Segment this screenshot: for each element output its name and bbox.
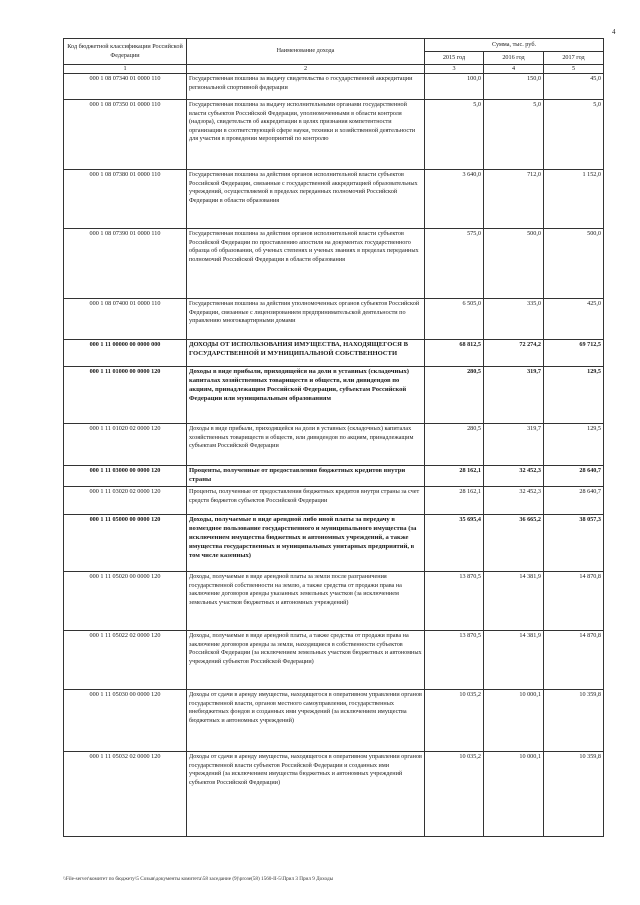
revenue-name: Доходы в виде прибыли, приходящейся на доли в уставных (складочных) капиталах хозяйственных товариществ и обществ, или дивидендов по акциям, принадлежащим Российской Федерации, субъектам Российской Федерации или муниципальным образованиям bbox=[187, 367, 425, 424]
amount-2017: 10 359,8 bbox=[544, 690, 604, 752]
amount-2015: 28 162,1 bbox=[425, 466, 484, 487]
sum-column-header: Сумма, тыс. руб. bbox=[425, 39, 604, 52]
amount-2017: 28 640,7 bbox=[544, 487, 604, 515]
code-column-header: Код бюджетной классификации Российской Федерации bbox=[64, 39, 187, 65]
table-row bbox=[64, 572, 604, 631]
revenue-name: ДОХОДЫ ОТ ИСПОЛЬЗОВАНИЯ ИМУЩЕСТВА, НАХОДЯЩЕГОСЯ В ГОСУДАРСТВЕННОЙ И МУНИЦИПАЛЬНОЙ СОБСТВЕННОСТИ bbox=[187, 340, 425, 367]
amount-2015: 13 870,5 bbox=[425, 631, 484, 690]
revenue-name: Государственная пошлина за выдачу исполнительными органами государственной власти субъектов Российской Федерации, уполномоченными в области контроля (надзора), свидетельств об аккредитации в целях признания компетентности организации в соответствующей сфере науки, техники и хозяйственной деятельности для участия в проведении мероприятий по контролю bbox=[187, 100, 425, 170]
table-row bbox=[64, 299, 604, 340]
amount-2015: 5,0 bbox=[425, 100, 484, 170]
budget-code: 000 1 11 03000 00 0000 120 bbox=[64, 466, 187, 487]
column-number: 4 bbox=[484, 65, 544, 74]
amount-2017: 45,0 bbox=[544, 74, 604, 100]
budget-code: 000 1 08 07400 01 0000 110 bbox=[64, 299, 187, 340]
column-number: 2 bbox=[187, 65, 425, 74]
budget-code: 000 1 11 05000 00 0000 120 bbox=[64, 515, 187, 572]
revenue-name: Доходы, получаемые в виде арендной платы за земли после разграничения государственной собственности на землю, а также средства от продажи права на заключение договоров аренды указанных земельных участков (за исключением земельных участков бюджетных и автономных учреждений) bbox=[187, 572, 425, 631]
column-number: 3 bbox=[425, 65, 484, 74]
year-2015-header: 2015 год bbox=[425, 52, 484, 65]
amount-2016: 500,0 bbox=[484, 229, 544, 299]
amount-2016: 14 381,9 bbox=[484, 631, 544, 690]
year-2017-header: 2017 год bbox=[544, 52, 604, 65]
amount-2015: 10 035,2 bbox=[425, 752, 484, 837]
amount-2015: 10 035,2 bbox=[425, 690, 484, 752]
revenue-name: Доходы от сдачи в аренду имущества, находящегося в оперативном управлении органов государственной власти, органов местного самоуправления, государственных внебюджетных фондов и созданных ими учреждений (за исключением имущества бюджетных и автономных учреждений) bbox=[187, 690, 425, 752]
year-2016-header: 2016 год bbox=[484, 52, 544, 65]
amount-2017: 69 712,5 bbox=[544, 340, 604, 367]
amount-2016: 319,7 bbox=[484, 424, 544, 466]
amount-2015: 13 870,5 bbox=[425, 572, 484, 631]
budget-code: 000 1 11 05020 00 0000 120 bbox=[64, 572, 187, 631]
table-row bbox=[64, 340, 604, 367]
amount-2015: 575,0 bbox=[425, 229, 484, 299]
budget-code: 000 1 11 00000 00 0000 000 bbox=[64, 340, 187, 367]
budget-code: 000 1 11 01000 00 0000 120 bbox=[64, 367, 187, 424]
amount-2017: 425,0 bbox=[544, 299, 604, 340]
amount-2015: 280,5 bbox=[425, 424, 484, 466]
amount-2016: 10 000,1 bbox=[484, 690, 544, 752]
amount-2015: 68 812,5 bbox=[425, 340, 484, 367]
table-row bbox=[64, 752, 604, 837]
budget-code: 000 1 11 05022 02 0000 120 bbox=[64, 631, 187, 690]
amount-2017: 1 152,0 bbox=[544, 170, 604, 229]
amount-2017: 5,0 bbox=[544, 100, 604, 170]
amount-2017: 14 870,8 bbox=[544, 631, 604, 690]
amount-2016: 150,0 bbox=[484, 74, 544, 100]
amount-2015: 28 162,1 bbox=[425, 487, 484, 515]
amount-2015: 280,5 bbox=[425, 367, 484, 424]
revenue-name: Проценты, полученные от предоставления бюджетных кредитов внутри страны bbox=[187, 466, 425, 487]
amount-2016: 319,7 bbox=[484, 367, 544, 424]
budget-code: 000 1 08 07350 01 0000 110 bbox=[64, 100, 187, 170]
amount-2016: 10 000,1 bbox=[484, 752, 544, 837]
table-row bbox=[64, 74, 604, 100]
column-number: 5 bbox=[544, 65, 604, 74]
amount-2016: 712,0 bbox=[484, 170, 544, 229]
budget-code: 000 1 08 07340 01 0000 110 bbox=[64, 74, 187, 100]
name-column-header: Наименование дохода bbox=[187, 39, 425, 65]
amount-2015: 6 505,0 bbox=[425, 299, 484, 340]
amount-2015: 3 640,0 bbox=[425, 170, 484, 229]
table-row bbox=[64, 515, 604, 572]
amount-2017: 14 870,8 bbox=[544, 572, 604, 631]
amount-2017: 38 057,3 bbox=[544, 515, 604, 572]
budget-code: 000 1 11 05032 02 0000 120 bbox=[64, 752, 187, 837]
revenue-name: Государственная пошлина за действия уполномоченных органов субъектов Российской Федерации, связанные с лицензированием предпринимательской деятельности по управлению многоквартирными домами bbox=[187, 299, 425, 340]
table-row bbox=[64, 631, 604, 690]
amount-2016: 32 452,3 bbox=[484, 487, 544, 515]
revenue-name: Государственная пошлина за действия органов исполнительной власти субъектов Российской Федерации, связанные с государственной аккредитацией образовательных учреждений, осуществляемой в пределах переданных полномочий Российской Федерации в области образования bbox=[187, 170, 425, 229]
table-row bbox=[64, 229, 604, 299]
amount-2016: 5,0 bbox=[484, 100, 544, 170]
revenue-name: Проценты, полученные от предоставления бюджетных кредитов внутри страны за счет средств бюджетов субъектов Российской Федерации bbox=[187, 487, 425, 515]
amount-2017: 10 359,8 bbox=[544, 752, 604, 837]
revenue-name: Доходы, получаемые в виде арендной либо иной платы за передачу в возмездное пользование государственного и муниципального имущества (за исключением имущества бюджетных и автономных учреждений, а также имущества государственных и муниципальных унитарных предприятий, в том числе казенных) bbox=[187, 515, 425, 572]
amount-2017: 129,5 bbox=[544, 367, 604, 424]
budget-code: 000 1 11 01020 02 0000 120 bbox=[64, 424, 187, 466]
column-number: 1 bbox=[64, 65, 187, 74]
amount-2017: 28 640,7 bbox=[544, 466, 604, 487]
revenue-name: Государственная пошлина за действия органов исполнительной власти субъектов Российской Федерации по проставлению апостиля на документах государственного образца об образовании, об ученых степенях и ученых званиях в пределах переданных полномочий Российской Федерации в области образования bbox=[187, 229, 425, 299]
amount-2016: 335,0 bbox=[484, 299, 544, 340]
table-row bbox=[64, 170, 604, 229]
table-row bbox=[64, 690, 604, 752]
budget-code: 000 1 08 07380 01 0000 110 bbox=[64, 170, 187, 229]
revenue-name: Государственная пошлина за выдачу свидетельства о государственной аккредитации региональной спортивной федерации bbox=[187, 74, 425, 100]
revenue-table bbox=[63, 38, 604, 837]
amount-2017: 129,5 bbox=[544, 424, 604, 466]
amount-2016: 72 274,2 bbox=[484, 340, 544, 367]
table-row bbox=[64, 367, 604, 424]
budget-code: 000 1 11 05030 00 0000 120 bbox=[64, 690, 187, 752]
table-row bbox=[64, 487, 604, 515]
page-number: 4 bbox=[612, 28, 616, 36]
revenue-name: Доходы, получаемые в виде арендной платы, а также средства от продажи права на заключение договоров аренды за земли, находящиеся в собственности субъектов Российской Федерации (за исключением земельных участков бюджетных и автономных учреждений субъектов Российской Федерации) bbox=[187, 631, 425, 690]
amount-2016: 36 665,2 bbox=[484, 515, 544, 572]
file-path-footer: \\File-server\комитет по бюджету\5 Созыв\документы комитета\58 заседание (9)\prозе(58) 1560-II-5\Прил 3 Прил 9 Доходы bbox=[63, 876, 334, 882]
budget-code: 000 1 11 03020 02 0000 120 bbox=[64, 487, 187, 515]
table-row bbox=[64, 466, 604, 487]
amount-2015: 100,0 bbox=[425, 74, 484, 100]
table-row bbox=[64, 424, 604, 466]
amount-2015: 35 695,4 bbox=[425, 515, 484, 572]
revenue-name: Доходы от сдачи в аренду имущества, находящегося в оперативном управлении органов государственной власти субъектов Российской Федерации и созданных ими учреждений (за исключением имущества бюджетных и автономных учреждений субъектов Российской Федерации) bbox=[187, 752, 425, 837]
amount-2016: 14 381,9 bbox=[484, 572, 544, 631]
amount-2017: 500,0 bbox=[544, 229, 604, 299]
table-row bbox=[64, 100, 604, 170]
budget-code: 000 1 08 07390 01 0000 110 bbox=[64, 229, 187, 299]
amount-2016: 32 452,3 bbox=[484, 466, 544, 487]
revenue-name: Доходы в виде прибыли, приходящейся на доли в уставных (складочных) капиталах хозяйственных товариществ и обществ, или дивидендов по акциям, принадлежащим субъектам Российской Федерации bbox=[187, 424, 425, 466]
